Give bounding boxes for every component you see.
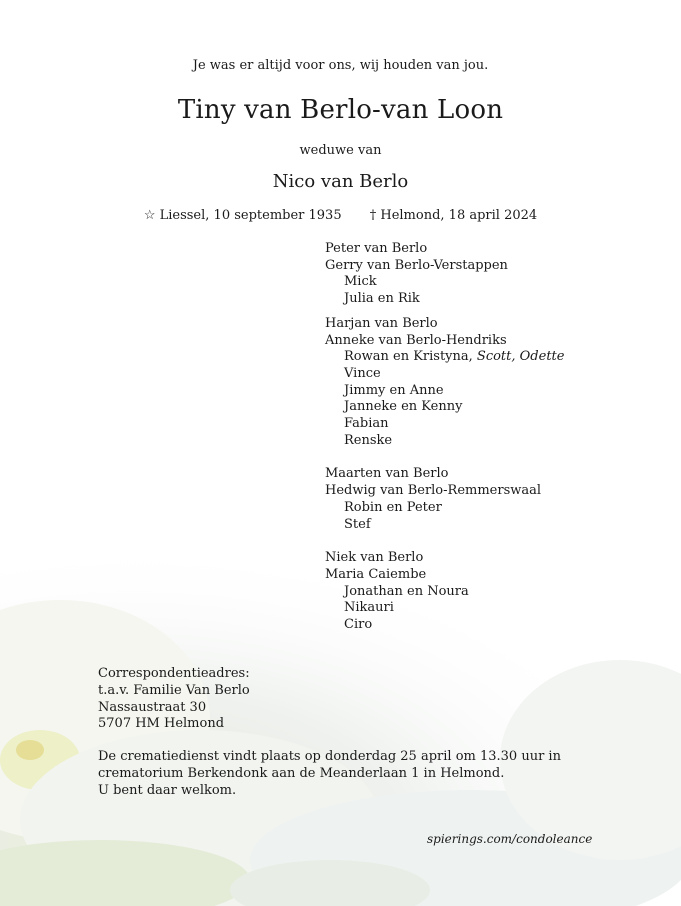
family-child: Fabian: [344, 416, 389, 432]
family-child-main: Rowan en Kristyna,: [344, 349, 477, 365]
motto: Je was er altijd voor ons, wij houden van jou.: [192, 58, 489, 73]
birth-date: ☆ Liessel, 10 september 1935: [143, 208, 342, 223]
family-child: Mick: [344, 274, 377, 290]
widow-of-label: weduwe van: [299, 143, 382, 158]
family-parent: Peter van Berlo: [325, 241, 428, 256]
family-child: Vince: [344, 365, 381, 381]
family-child-italic: Scott, Odette: [476, 349, 565, 365]
family-child: Stef: [344, 516, 371, 532]
family-child: Ciro: [344, 617, 373, 633]
dates: [0, 208, 681, 223]
address-line: t.a.v. Familie Van Berlo: [98, 682, 250, 698]
family-group: [325, 466, 564, 533]
service-line: U bent daar welkom.: [98, 782, 237, 798]
family-child: Janneke en Kenny: [344, 399, 463, 415]
service-line: crematorium Berkendonk aan de Meanderlaan 1 in Helmond.: [98, 765, 505, 781]
family-parent: Maarten van Berlo: [325, 466, 449, 482]
service-info: [98, 749, 578, 799]
family-parent: Maria Caiembe: [325, 566, 427, 582]
family-parent: Anneke van Berlo-Hendriks: [325, 332, 507, 348]
address-line: 5707 HM Helmond: [98, 716, 225, 732]
spouse-name: Nico van Berlo: [272, 171, 409, 192]
family-list: [325, 241, 564, 642]
family-parent: Hedwig van Berlo-Remmerswaal: [325, 483, 542, 499]
family-group: [325, 241, 564, 308]
family-parent: Gerry van Berlo-Verstappen: [325, 257, 508, 273]
condolence-link[interactable]: spierings.com/condoleance: [427, 832, 593, 846]
deceased-name: Tiny van Berlo-van Loon: [177, 95, 504, 125]
family-child: Julia en Rik: [344, 291, 420, 307]
family-parent: Niek van Berlo: [325, 550, 424, 566]
family-child: Robin en Peter: [344, 499, 442, 515]
family-child: Nikauri: [344, 600, 394, 616]
address-line: Nassaustraat 30: [98, 699, 207, 715]
address-label: Correspondentieadres:: [98, 666, 250, 681]
family-child: [325, 349, 564, 366]
death-date: † Helmond, 18 april 2024: [369, 208, 538, 223]
service-line: De crematiedienst vindt plaats op donderdag 25 april om 13.30 uur in: [98, 749, 561, 764]
correspondence-address: [98, 666, 250, 733]
family-group: [325, 316, 564, 450]
family-child: Jimmy en Anne: [344, 382, 444, 398]
family-parent: Harjan van Berlo: [325, 315, 438, 331]
family-child: Renske: [344, 432, 393, 448]
family-child: Jonathan en Noura: [344, 583, 469, 599]
family-group: [325, 550, 564, 634]
